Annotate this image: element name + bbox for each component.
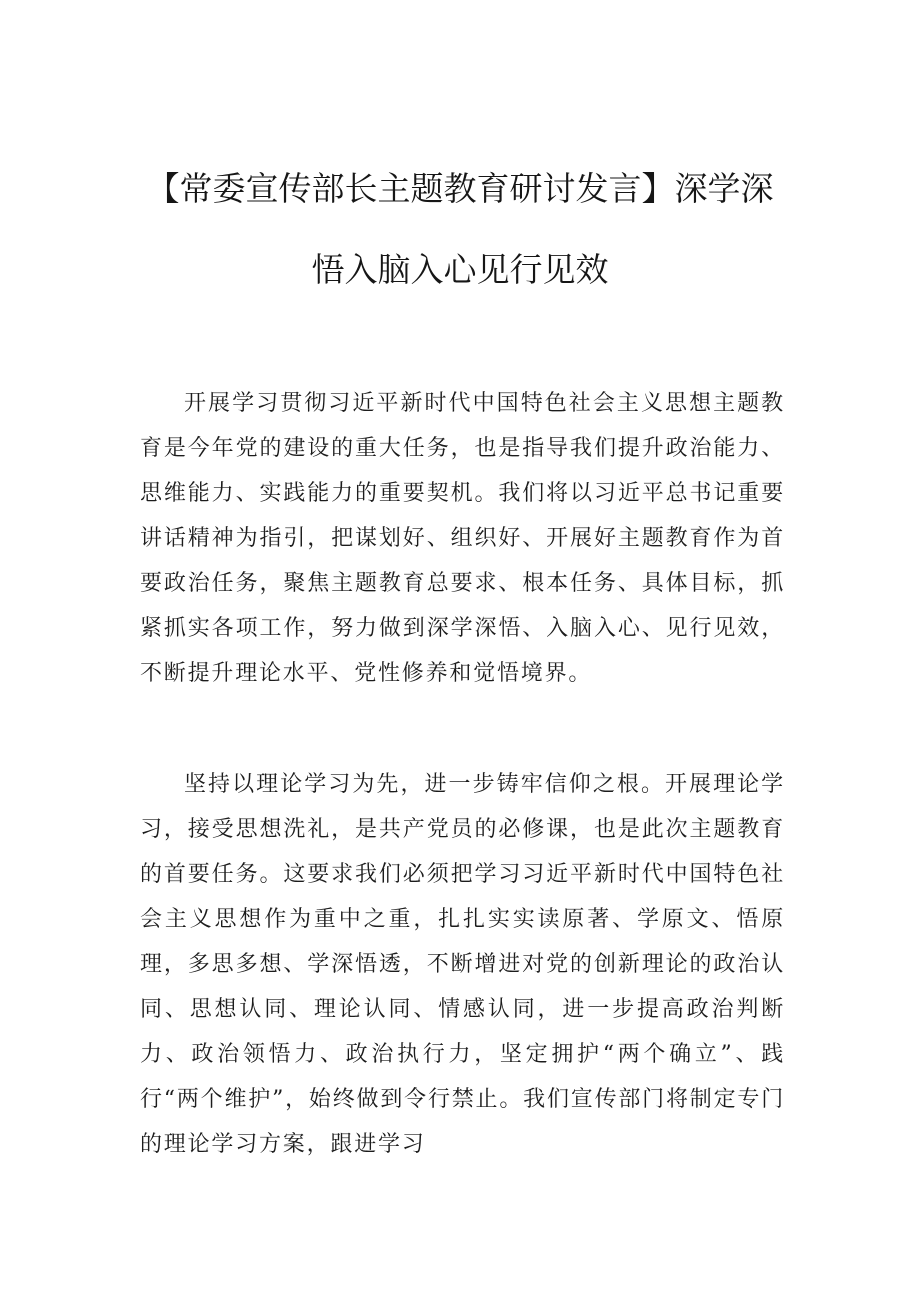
paragraph-intro: 开展学习贯彻习近平新时代中国特色社会主义思想主题教育是今年党的建设的重大任务，也是指导我们提升政治能力、思维能力、实践能力的重要契机。我们将以习近平总书记重要讲话精神为指引，把谋划好、组织好、开展好主题教育作为首要政治任务，聚焦主题教育总要求、根本任务、具体目标，抓紧抓实各项工作，努力做到深学深悟、入脑入心、见行见效，不断提升理论水平、党性修养和觉悟境界。 [140, 391, 785, 686]
document-title-line-1: 【常委宣传部长主题教育研讨发言】深学深 [146, 169, 774, 208]
paragraph-theory-study: 坚持以理论学习为先，进一步铸牢信仰之根。开展理论学习，接受思想洗礼，是共产党员的必修课，也是此次主题教育的首要任务。这要求我们必须把学习习近平新时代中国特色社会主义思想作为重中之重，扎扎实实读原著、学原文、悟原理，多思多想、学深悟透，不断增进对党的创新理论的政治认同、思想认同、理论认同、情感认同，进一步提高政治判断力、政治领悟力、政治执行力，坚定拥护“两个确立”、践行“两个维护”，始终做到令行禁止。我们宣传部门将制定专门的理论学习方案，跟进学习 [140, 772, 785, 1157]
document-title-line-2: 悟入脑入心见行见效 [311, 250, 609, 289]
